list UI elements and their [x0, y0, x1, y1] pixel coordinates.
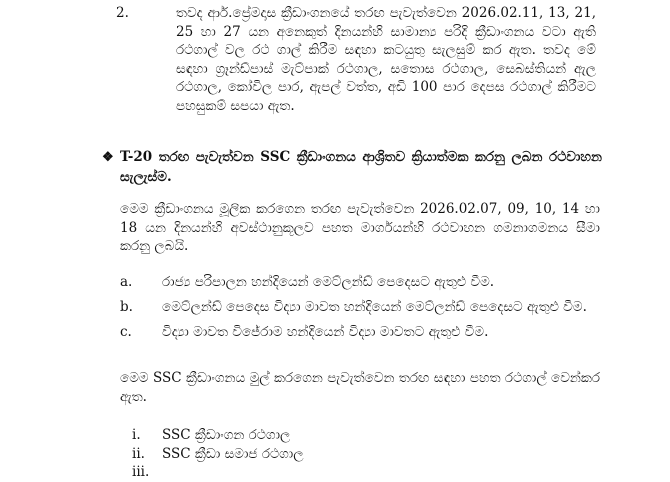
- list-item: [120, 273, 604, 292]
- item-text: තවද ආර්.ප්‍රේමදාස ක්‍රීඩාංගනයේ තරඟ පැවැත්වෙන 2026.02.11, 13, 21, 25 හා 27 යන අනෙකුත් දිනයන්හි සාමාන්‍ය පරිදි ක්‍රීඩාංගනය වටා ඇති රථගාල් වල රථ ගාල් කිරීම සඳහා කටයුතු සැලසුම් කර ඇත. තවද මේ සඳහා ග්‍රෑන්ඩ්පාස් මැට්පාක් රථගාල, සතොස රථගාල, සෙබස්තියන් ඇල රථගාල, කෝවිල පාර, ඇපල් වත්ත, අඩි 100 පාර දෙපස රථගාල් කිරීමට පහසුකම් සපයා ඇත.: [176, 5, 596, 114]
- list-marker: b.: [120, 299, 133, 315]
- paragraph-restrictions: මෙම ක්‍රීඩාංගනය මූලික කරගෙන තරඟ පැවැත්වෙන 2026.02.07, 09, 10, 14 හා 18 යන දිනයන්හි අවස්ථානුකූලව පහත මාර්ගයන්හි රථවාහන ගමනාගමනය සීමා කරනු ලබයි.: [120, 201, 600, 254]
- list-item: [120, 323, 604, 342]
- list-item-text: රාජ්‍ය පරිපාලන හන්දියෙන් මෙට්ලන්ඩ් පෙදෙසට ඇතුළු වීම.: [162, 274, 495, 290]
- list-item-text: SSC ක්‍රීඩා සමාජ රථගාල: [162, 445, 304, 462]
- list-item-text: SSC ක්‍රීඩාංගන රථගාල: [162, 427, 291, 443]
- alpha-list: [120, 273, 604, 348]
- list-item: [118, 426, 602, 445]
- section-heading: [102, 147, 602, 187]
- diamond-bullet-icon: ❖: [102, 150, 114, 165]
- list-item-text: මෙට්ලන්ඩ් පෙදෙස විද්‍යා මාවත හන්දියෙන් මෙට්ලන්ඩ් පෙදෙසට ඇතුළු වීම.: [162, 299, 587, 315]
- list-marker: a.: [120, 274, 133, 290]
- list-marker: c.: [120, 324, 132, 340]
- paragraph-parking: මෙම SSC ක්‍රීඩාංගනය මුල් කරගෙන පැවැත්වෙන තරඟ සඳහා පහත රථගාල් වෙන්කර ඇත.: [120, 370, 600, 405]
- roman-list: [118, 426, 602, 480]
- list-marker: ii.: [132, 445, 145, 462]
- heading-text: T-20 තරඟ පැවැත්වන SSC ක්‍රීඩාංගනය ආශ්‍රිතව ක්‍රියාත්මක කරනු ලබන රථවාහන සැලැස්ම.: [120, 149, 602, 185]
- item-number: 2.: [116, 5, 129, 21]
- list-marker: i.: [132, 427, 141, 443]
- list-marker: iii.: [132, 464, 150, 480]
- list-item: [118, 445, 602, 464]
- list-item-text: විද්‍යා මාවත විජේරාම හන්දියෙන් විද්‍යා මාවතට ඇතුළු වීම.: [162, 324, 489, 340]
- list-item: [120, 298, 604, 317]
- numbered-item-2: [116, 4, 596, 115]
